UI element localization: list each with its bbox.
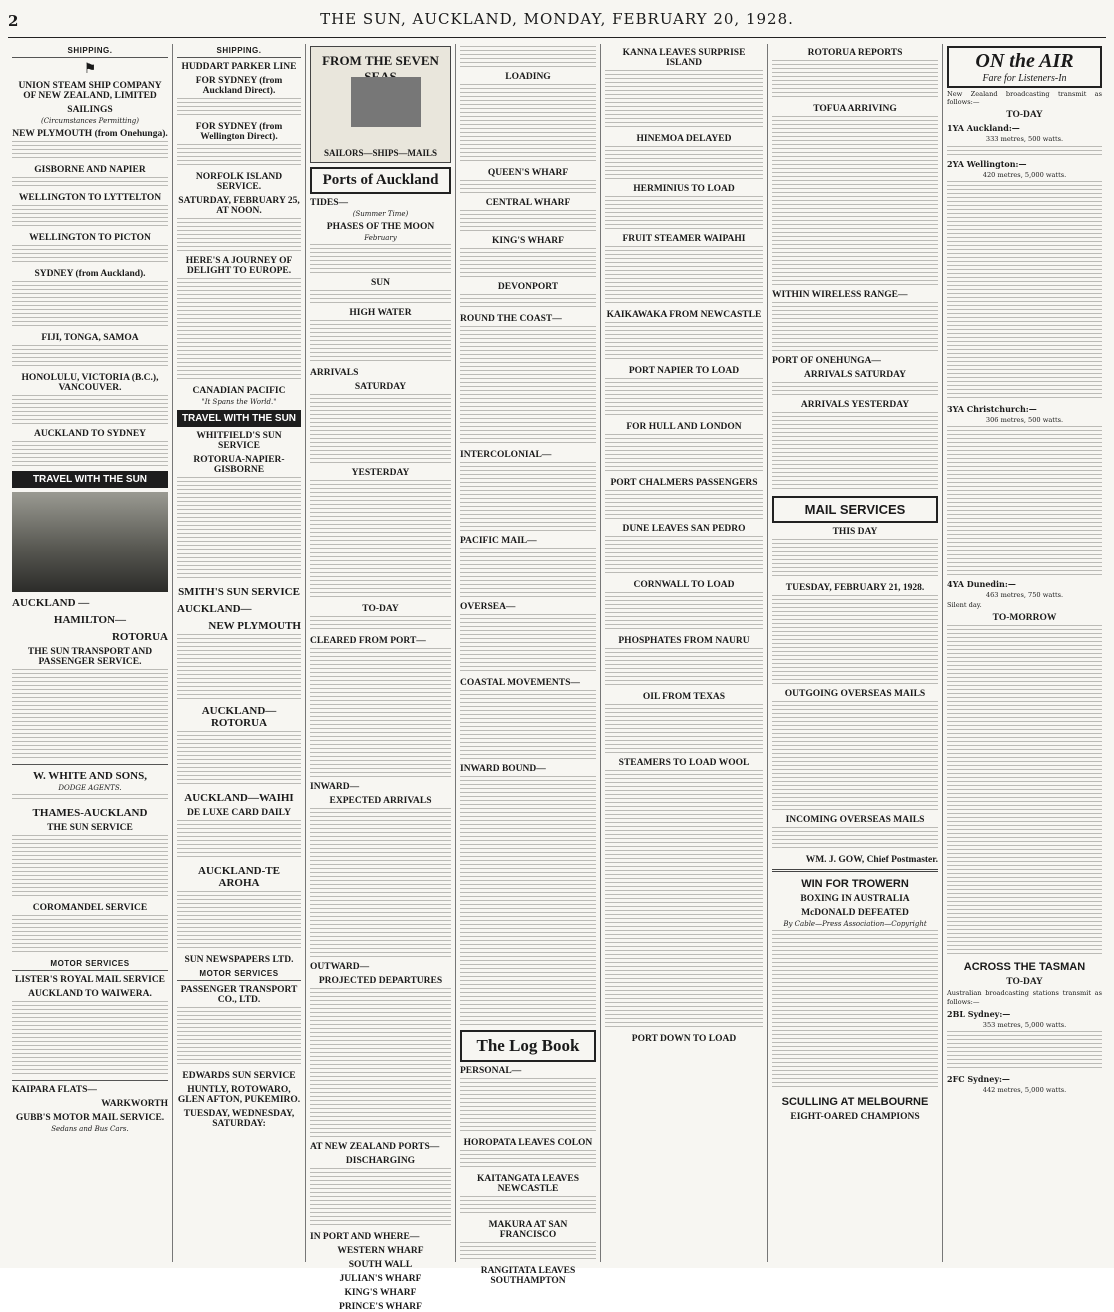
ports-heading: Ports of Auckland bbox=[310, 167, 451, 194]
filler-text bbox=[177, 891, 301, 951]
filler-text bbox=[12, 441, 168, 467]
outgoing-heading: OUTGOING OVERSEAS MAILS bbox=[784, 689, 926, 699]
boxing-heading: BOXING IN AUSTRALIA bbox=[800, 894, 910, 904]
wellington-heading: WELLINGTON TO LYTTELTON bbox=[18, 193, 162, 203]
filler-text bbox=[460, 180, 596, 194]
coromandel-heading: COROMANDEL SERVICE bbox=[32, 903, 148, 913]
arrivals-yest: ARRIVALS YESTERDAY bbox=[800, 400, 910, 410]
filler-text bbox=[947, 625, 1102, 955]
filler-text bbox=[460, 462, 596, 532]
route-auckland: AUCKLAND — bbox=[12, 597, 90, 609]
route-rotorua: ROTORUA bbox=[111, 631, 168, 643]
filler-text bbox=[310, 648, 451, 778]
new-plymouth-heading: NEW PLYMOUTH (from Onehunga). bbox=[12, 129, 168, 139]
filler-text bbox=[772, 827, 938, 851]
filler-text bbox=[310, 808, 451, 958]
filler-text bbox=[460, 294, 596, 310]
column-6 bbox=[768, 44, 943, 1262]
tuesday-heading: TUESDAY, WEDNESDAY, SATURDAY: bbox=[183, 1109, 295, 1129]
tuesday-heading: TUESDAY, FEBRUARY 21, 1928. bbox=[785, 583, 925, 593]
station-1ya: 1YA Auckland:— bbox=[947, 123, 1020, 134]
de-luxe-heading: DE LUXE CARD DAILY bbox=[187, 808, 291, 818]
pacific-heading: PACIFIC MAIL— bbox=[460, 536, 537, 546]
banner-subtitle: SAILORS—SHIPS—MAILS bbox=[323, 148, 438, 158]
onehunga-heading: PORT OF ONEHUNGA— bbox=[772, 356, 881, 366]
filler-text bbox=[605, 146, 763, 180]
station-2bl: 2BL Sydney:— bbox=[947, 1008, 1011, 1019]
route-hamilton: HAMILTON— bbox=[53, 614, 127, 626]
tides-sub: (Summer Time) bbox=[352, 210, 409, 218]
filler-text bbox=[177, 218, 301, 252]
port-napier-heading: PORT NAPIER TO LOAD bbox=[628, 366, 740, 376]
norfolk-heading: NORFOLK ISLAND SERVICE. bbox=[195, 172, 283, 192]
saturday-heading: SATURDAY bbox=[354, 382, 407, 392]
thames-heading: THAMES-AUCKLAND bbox=[32, 807, 148, 819]
in-port-heading: IN PORT AND WHERE— bbox=[310, 1232, 420, 1242]
inward-heading: INWARD— bbox=[310, 782, 360, 792]
vancouver-heading: HONOLULU, VICTORIA (B.C.), VANCOUVER. bbox=[21, 373, 159, 393]
sun-newspapers: SUN NEWSPAPERS LTD. bbox=[184, 955, 294, 965]
auckland-te-aroha-heading: AUCKLAND-TE AROHA bbox=[198, 865, 280, 889]
silent-day: Silent day. bbox=[947, 601, 982, 610]
whitfield-heading: WHITFIELD'S SUN SERVICE bbox=[196, 431, 282, 451]
oversea-heading: OVERSEA— bbox=[460, 602, 516, 612]
filler-text bbox=[605, 196, 763, 230]
kings-heading: KING'S WHARF bbox=[344, 1288, 417, 1298]
ship-icon bbox=[351, 77, 421, 127]
spans-slogan: "It Spans the World." bbox=[201, 398, 277, 406]
filler-text bbox=[605, 378, 763, 418]
warkworth-heading: WARKWORTH bbox=[101, 1099, 168, 1109]
auckland-waihi-heading: AUCKLAND—WAIHI bbox=[184, 792, 294, 804]
filler-text bbox=[460, 248, 596, 278]
on-the-air-subtitle: Fare for Listeners-In bbox=[982, 73, 1067, 84]
station-3ya-detail: 306 metres, 500 watts. bbox=[985, 415, 1064, 424]
masthead-rule bbox=[8, 37, 1106, 38]
south-wall-heading: SOUTH WALL bbox=[348, 1260, 413, 1270]
tofua-heading: TOFUA ARRIVING bbox=[813, 104, 897, 114]
car-photo bbox=[12, 492, 168, 592]
tides-heading: TIDES— bbox=[310, 198, 349, 208]
filler-text bbox=[177, 820, 301, 860]
tomorrow-heading: TO-MORROW bbox=[992, 613, 1057, 624]
filler-text bbox=[12, 669, 168, 761]
filler-text bbox=[772, 701, 938, 811]
mcdonald-heading: McDONALD DEFEATED bbox=[801, 908, 909, 918]
filler-text bbox=[310, 1168, 451, 1228]
white-sons-heading: W. WHITE AND SONS, bbox=[32, 770, 147, 782]
within-heading: WITHIN WIRELESS RANGE— bbox=[772, 290, 908, 300]
column-1 bbox=[8, 44, 173, 1262]
filler-text bbox=[460, 1078, 596, 1134]
filler-text bbox=[605, 70, 763, 130]
filler-text bbox=[460, 326, 596, 446]
rule bbox=[12, 764, 168, 765]
sun-transport-heading: THE SUN TRANSPORT AND PASSENGER SERVICE. bbox=[27, 647, 153, 667]
filler-text bbox=[310, 394, 451, 464]
ship-illustration bbox=[310, 46, 451, 163]
filler-text bbox=[12, 245, 168, 265]
company-name: UNION STEAM SHIP COMPANY OF NEW ZEALAND, LIMITED bbox=[18, 81, 162, 101]
filler-text bbox=[460, 614, 596, 674]
filler-text bbox=[772, 595, 938, 685]
filler-text bbox=[177, 98, 301, 118]
norfolk-sailing: SATURDAY, FEBRUARY 25, AT NOON. bbox=[178, 196, 300, 216]
gubbs-sub: Sedans and Bus Cars. bbox=[51, 1125, 129, 1133]
filler-text bbox=[12, 281, 168, 329]
filler-text bbox=[177, 477, 301, 581]
rangitata-heading: RANGITATA LEAVES SOUTHAMPTON bbox=[480, 1266, 576, 1286]
rule bbox=[12, 1080, 168, 1081]
moon-sub: February bbox=[364, 234, 397, 242]
new-plymouth-heading: NEW PLYMOUTH bbox=[208, 620, 301, 632]
dodge-agents: DODGE AGENTS. bbox=[58, 784, 122, 792]
filler-text bbox=[460, 1150, 596, 1170]
oil-heading: OIL FROM TEXAS bbox=[642, 692, 726, 702]
gubbs-heading: GUBB'S MOTOR MAIL SERVICE. bbox=[15, 1113, 165, 1123]
win-heading: WIN FOR TROWERN bbox=[801, 878, 909, 890]
expected-heading: EXPECTED ARRIVALS bbox=[329, 796, 432, 806]
sailings-heading: SAILINGS bbox=[67, 105, 113, 115]
across-today: TO-DAY bbox=[1006, 977, 1043, 988]
station-3ya: 3YA Christchurch:— bbox=[947, 403, 1037, 414]
column-2 bbox=[173, 44, 306, 1262]
travel-banner: TRAVEL WITH THE SUN bbox=[177, 410, 301, 427]
filler-text bbox=[460, 84, 596, 164]
filler-text bbox=[605, 490, 763, 520]
filler-text bbox=[310, 988, 451, 1138]
hinemoa-heading: HINEMOA DELAYED bbox=[636, 134, 732, 144]
postmaster: WM. J. GOW, Chief Postmaster. bbox=[805, 855, 938, 865]
today-heading: TO-DAY bbox=[1006, 110, 1043, 121]
central-heading: CENTRAL WHARF bbox=[485, 198, 571, 208]
broadcast-intro: New Zealand broadcasting transmit as follows:— bbox=[947, 90, 1102, 107]
logbook-heading: The Log Book bbox=[460, 1030, 596, 1062]
round-coast-heading: ROUND THE COAST— bbox=[460, 314, 562, 324]
newspaper-title: THE SUN, AUCKLAND, MONDAY, FEBRUARY 20, 1928. bbox=[320, 10, 794, 28]
filler-text bbox=[310, 320, 451, 364]
station-2fc-detail: 442 metres, 5,000 watts. bbox=[982, 1086, 1067, 1095]
on-the-air-box bbox=[947, 46, 1102, 88]
waiwera-heading: AUCKLAND TO WAIWERA. bbox=[28, 989, 152, 999]
filler-text bbox=[12, 835, 168, 899]
filler-text bbox=[605, 322, 763, 362]
phosphates-heading: PHOSPHATES FROM NAURU bbox=[618, 636, 750, 646]
wellington-picton-heading: WELLINGTON TO PICTON bbox=[29, 233, 151, 243]
across-heading: ACROSS THE TASMAN bbox=[963, 961, 1086, 974]
filler-text bbox=[310, 616, 451, 632]
huddart-heading: HUDDART PARKER LINE bbox=[181, 62, 297, 72]
filler-text bbox=[772, 930, 938, 1090]
station-2bl-detail: 353 metres, 5,000 watts. bbox=[982, 1020, 1067, 1029]
filler-text bbox=[772, 539, 938, 579]
sun-heading: SUN bbox=[370, 278, 390, 288]
filler-text bbox=[772, 382, 938, 396]
nz-ports-heading: AT NEW ZEALAND PORTS— bbox=[310, 1142, 440, 1152]
filler-text bbox=[177, 731, 301, 787]
filler-text bbox=[460, 548, 596, 598]
filler-text bbox=[605, 246, 763, 306]
projected-heading: PROJECTED DEPARTURES bbox=[318, 976, 443, 986]
station-2fc: 2FC Sydney:— bbox=[947, 1074, 1010, 1085]
coastal-heading: COASTAL MOVEMENTS— bbox=[460, 678, 580, 688]
herminius-heading: HERMINIUS TO LOAD bbox=[633, 184, 735, 194]
filler-text bbox=[12, 395, 168, 425]
auckland-sydney-heading: AUCKLAND TO SYDNEY bbox=[33, 429, 147, 439]
queens-heading: QUEEN'S WHARF bbox=[487, 168, 569, 178]
filler-text bbox=[12, 141, 168, 161]
column-4 bbox=[456, 44, 601, 1286]
this-day: THIS DAY bbox=[832, 527, 878, 537]
steamers-heading: STEAMERS TO LOAD WOOL bbox=[618, 758, 750, 768]
filler-text bbox=[310, 244, 451, 274]
personal-heading: PERSONAL— bbox=[460, 1066, 522, 1076]
cleared-heading: CLEARED FROM PORT— bbox=[310, 636, 426, 646]
filler-text bbox=[947, 426, 1102, 576]
yesterday-heading: YESTERDAY bbox=[351, 468, 410, 478]
outward-heading: OUTWARD— bbox=[310, 962, 370, 972]
gisborne-heading: GISBORNE AND NAPIER bbox=[34, 165, 146, 175]
julians-heading: JULIAN'S WHARF bbox=[339, 1274, 422, 1284]
filler-text bbox=[460, 210, 596, 232]
rotorua-napier-heading: ROTORUA-NAPIER-GISBORNE bbox=[193, 455, 285, 475]
motor-services-heading: MOTOR SERVICES bbox=[177, 967, 301, 981]
passenger-transport-heading: PASSENGER TRANSPORT CO., LTD. bbox=[180, 985, 298, 1005]
page-number: 2 bbox=[8, 12, 19, 30]
australian-intro: Australian broadcasting stations transmit as follows:— bbox=[947, 989, 1102, 1006]
huntly-heading: HUNTLY, ROTOWARO, GLEN AFTON, PUKEMIRO. bbox=[177, 1085, 301, 1105]
canadian-pacific: CANADIAN PACIFIC bbox=[192, 386, 286, 396]
fiji-heading: FIJI, TONGA, SAMOA bbox=[41, 333, 139, 343]
incoming-heading: INCOMING OVERSEAS MAILS bbox=[785, 815, 925, 825]
station-4ya-detail: 463 metres, 750 watts. bbox=[985, 591, 1064, 600]
masthead bbox=[0, 0, 1114, 44]
sun-service-heading: THE SUN SERVICE bbox=[47, 823, 133, 833]
filler-text bbox=[12, 345, 168, 369]
filler-text bbox=[772, 116, 938, 286]
station-4ya: 4YA Dunedin:— bbox=[947, 579, 1016, 590]
filler-text bbox=[460, 1242, 596, 1262]
filler-text bbox=[772, 60, 938, 100]
sculling-heading: SCULLING AT MELBOURNE bbox=[781, 1096, 929, 1108]
filler-text bbox=[772, 302, 938, 352]
filler-text bbox=[460, 46, 596, 68]
filler-text bbox=[177, 144, 301, 168]
filler-text bbox=[605, 704, 763, 754]
western-wharf-heading: WESTERN WHARF bbox=[337, 1246, 424, 1256]
banner-title: FROM THE SEVEN bbox=[322, 53, 439, 68]
loading-heading: LOADING bbox=[505, 72, 551, 82]
rotorua-heading: ROTORUA REPORTS bbox=[807, 48, 903, 58]
intercolonial-heading: INTERCOLONIAL— bbox=[460, 450, 552, 460]
listers-heading: LISTER'S ROYAL MAIL SERVICE bbox=[14, 975, 166, 985]
makura-heading: MAKURA AT SAN FRANCISCO bbox=[488, 1220, 568, 1240]
filler-text bbox=[605, 770, 763, 1030]
column-5 bbox=[601, 44, 768, 1262]
kaipara-heading: KAIPARA FLATS— bbox=[12, 1085, 97, 1095]
horopata-heading: HOROPATA LEAVES COLON bbox=[463, 1138, 593, 1148]
travel-banner: TRAVEL WITH THE SUN bbox=[12, 471, 168, 488]
section-heading: SHIPPING. bbox=[12, 44, 168, 58]
filler-text bbox=[947, 181, 1102, 401]
filler-text bbox=[310, 290, 451, 304]
filler-text bbox=[177, 1007, 301, 1067]
rule bbox=[772, 869, 938, 872]
sydney-heading: SYDNEY (from Auckland). bbox=[34, 269, 146, 279]
devonport-heading: DEVONPORT bbox=[497, 282, 559, 292]
hull-heading: FOR HULL AND LONDON bbox=[626, 422, 742, 432]
cornwall-heading: CORNWALL TO LOAD bbox=[633, 580, 735, 590]
filler-text bbox=[177, 634, 301, 700]
station-1ya-detail: 333 metres, 500 watts. bbox=[985, 135, 1064, 144]
filler-text bbox=[460, 776, 596, 1026]
filler-text bbox=[460, 690, 596, 760]
filler-text bbox=[310, 480, 451, 600]
filler-text bbox=[605, 648, 763, 688]
filler-text bbox=[947, 146, 1102, 156]
filler-text bbox=[177, 278, 301, 382]
port-to-port-heading: PORT DOWN TO LOAD bbox=[631, 1034, 737, 1044]
auckland-rotorua-heading: AUCKLAND—ROTORUA bbox=[201, 705, 277, 729]
sydney-auckland-heading: FOR SYDNEY (from Auckland Direct). bbox=[195, 76, 283, 96]
arrivals-heading: ARRIVALS bbox=[310, 368, 359, 378]
arrivals-sat: ARRIVALS SATURDAY bbox=[804, 370, 906, 380]
column-3 bbox=[306, 44, 456, 1312]
section-heading: SHIPPING. bbox=[177, 44, 301, 58]
filler-text bbox=[947, 1031, 1102, 1071]
filler-text bbox=[460, 1196, 596, 1216]
kings-heading: KING'S WHARF bbox=[492, 236, 564, 246]
filler-text bbox=[12, 205, 168, 229]
station-2ya: 2YA Wellington:— bbox=[947, 158, 1027, 169]
mail-services-heading: MAIL SERVICES bbox=[772, 496, 938, 523]
filler-text bbox=[605, 536, 763, 576]
station-2ya-detail: 420 metres, 5,000 watts. bbox=[982, 170, 1067, 179]
moon-heading: PHASES OF THE MOON bbox=[326, 222, 435, 232]
eight-oared-heading: EIGHT-OARED CHAMPIONS bbox=[790, 1112, 920, 1122]
flag-icon: ⚑ bbox=[83, 61, 97, 77]
inward-bound-heading: INWARD BOUND— bbox=[460, 764, 546, 774]
sydney-wellington-heading: FOR SYDNEY (from Wellington Direct). bbox=[195, 122, 283, 142]
filler-text bbox=[12, 794, 168, 802]
high-water-heading: HIGH WATER bbox=[349, 308, 412, 318]
filler-text bbox=[12, 915, 168, 955]
filler-text bbox=[12, 177, 168, 189]
column-7 bbox=[943, 44, 1106, 1262]
on-the-air-title: ON the AIR bbox=[975, 50, 1074, 72]
filler-text bbox=[605, 592, 763, 632]
smiths-heading: SMITH'S SUN SERVICE bbox=[178, 586, 300, 598]
kaikawaka-heading: KAIKAWAKA FROM NEWCASTLE bbox=[606, 310, 762, 320]
fruit-heading: FRUIT STEAMER WAIPAHI bbox=[622, 234, 746, 244]
kaitangata-heading: KAITANGATA LEAVES NEWCASTLE bbox=[477, 1174, 579, 1194]
kanna-heading: KANNA LEAVES SURPRISE ISLAND bbox=[622, 48, 746, 68]
filler-text bbox=[12, 1001, 168, 1077]
filler-text bbox=[605, 434, 763, 474]
dune-heading: DUNE LEAVES SAN PEDRO bbox=[622, 524, 746, 534]
filler-text bbox=[772, 412, 938, 492]
today-heading: TO-DAY bbox=[362, 604, 399, 614]
sailings-sub: (Circumstances Permitting) bbox=[40, 117, 140, 125]
motor-services-heading: MOTOR SERVICES bbox=[12, 957, 168, 971]
port-chalmers-heading: PORT CHALMERS PASSENGERS bbox=[610, 478, 758, 488]
press-assoc: By Cable—Press Association—Copyright bbox=[783, 920, 927, 928]
auckland-np-heading: AUCKLAND— bbox=[177, 603, 252, 615]
journey-heading: HERE'S A JOURNEY OF DELIGHT TO EUROPE. bbox=[185, 256, 293, 276]
edwards-heading: EDWARDS SUN SERVICE bbox=[182, 1071, 296, 1081]
princes-heading: PRINCE'S WHARF bbox=[339, 1302, 422, 1312]
discharging-heading: DISCHARGING bbox=[345, 1156, 416, 1166]
